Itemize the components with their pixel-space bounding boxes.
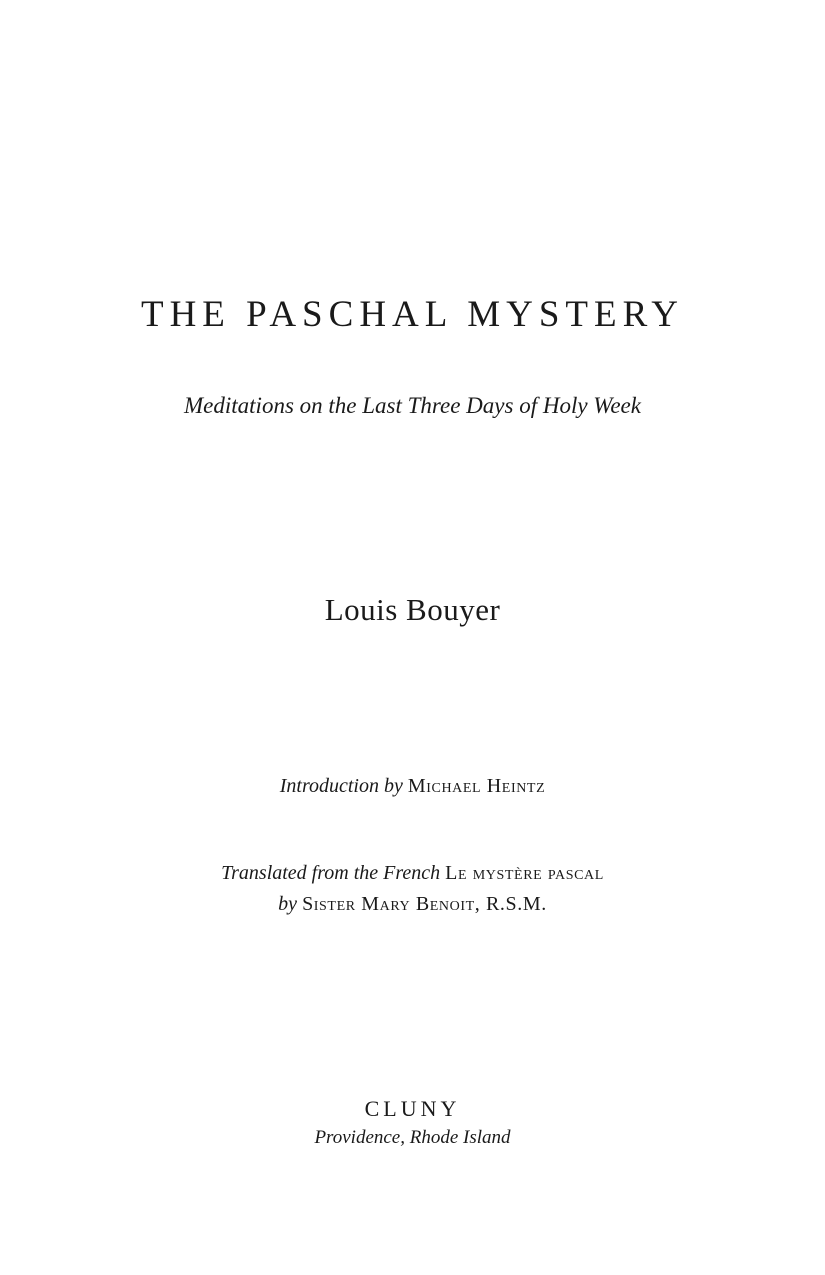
translator-prefix: by	[278, 893, 298, 915]
publisher-location: Providence, Rhode Island	[314, 1127, 511, 1148]
translation-credit-line-2	[0, 893, 825, 916]
book-title: THE PASCHAL MYSTERY	[140, 294, 684, 335]
introduction-credit	[0, 775, 825, 798]
publisher-name: CLUNY	[364, 1096, 461, 1121]
introduction-prefix: Introduction by	[279, 775, 403, 797]
translation-prefix: Translated from the French	[221, 862, 441, 884]
introduction-name: Michael Heintz	[407, 775, 546, 797]
author-name: Louis Bouyer	[324, 592, 501, 627]
translation-credit-line-1	[0, 862, 825, 885]
translator-name: Sister Mary Benoit, R.S.M.	[302, 893, 547, 915]
book-subtitle: Meditations on the Last Three Days of Holy Week	[184, 393, 641, 418]
original-title: Le mystère pascal	[445, 862, 604, 884]
